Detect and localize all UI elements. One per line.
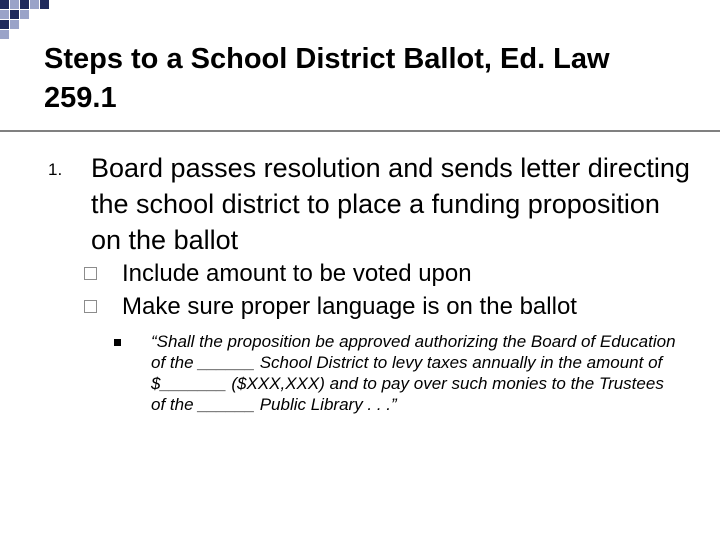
corner-square [0, 0, 9, 9]
hollow-square-bullet-icon [84, 300, 97, 313]
ballot-language-quote-text: “Shall the proposition be approved authorizing the Board of Education of the ______ School District to levy taxes annually in the amount of $_______ ($XXX,XXX) and to pay over such monies to the Trustees of the ______ Public Library . . .” [151, 332, 676, 414]
corner-square [0, 30, 9, 39]
corner-square [30, 0, 39, 9]
corner-square [0, 20, 9, 29]
corner-square [0, 10, 9, 19]
corner-square [10, 10, 19, 19]
corner-square [10, 0, 19, 9]
sub-item-amount-text: Include amount to be voted upon [122, 260, 472, 287]
filled-square-bullet-icon [114, 339, 121, 346]
corner-square [40, 0, 49, 9]
corner-square [20, 0, 29, 9]
step-1-text: Board passes resolution and sends letter directing the school district to place a funding proposition on the ballot [91, 153, 690, 255]
corner-checker-decoration [0, 0, 60, 45]
title-divider [0, 130, 720, 132]
slide-title: Steps to a School District Ballot, Ed. Law 259.1 [44, 43, 610, 114]
sub-item-language-text: Make sure proper language is on the ballot [122, 293, 577, 320]
step-1-number: 1. [48, 160, 63, 179]
corner-square [10, 20, 19, 29]
hollow-square-bullet-icon [84, 267, 97, 280]
corner-square [20, 10, 29, 19]
